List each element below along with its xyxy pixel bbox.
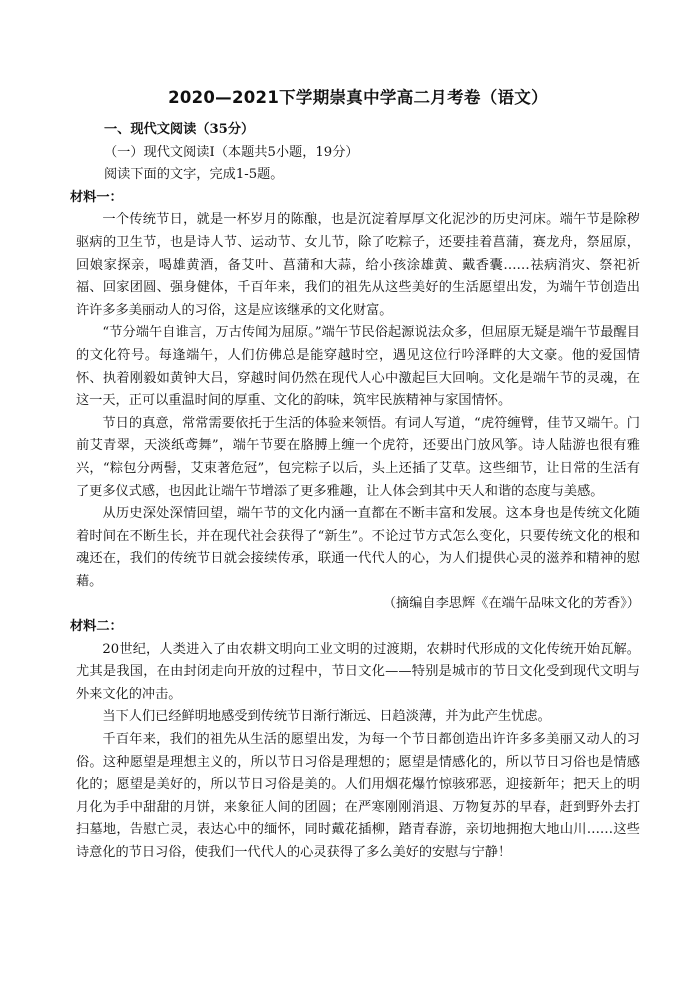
material-one-paragraph: 节日的真意，常常需要依托于生活的体验来领悟。有词人写道，“虎符缠臂，佳节又端午。门前艾青翠，天淡纸鸢舞”，端午节要在胳膊上缠一个虎符，还要出门放风筝。诗人陆游也很有雅兴，“粽包分两髻，艾束著危冠”，包完粽子以后，头上还插了艾草。这些细节，让日常的生活有了更多仪式感，也因此让端午节增添了更多雅趣，让人体会到其中天人和谐的态度与美感。	[76, 415, 640, 499]
material-one-paragraph: 一个传统节日，就是一杯岁月的陈酿，也是沉淀着厚厚文化泥沙的历史河床。端午节是除秽驱病的卫生节，也是诗人节、运动节、女儿节，除了吃粽子，还要挂着菖蒲，赛龙舟，祭屈原，回娘家探亲，喝雄黄酒，备艾叶、菖蒲和大蒜，给小孩涂雄黄、戴香囊……祛病消灾、祭祀祈福、回家团圆、强身健体，千百年来，我们的祖先从这些美好的生活愿望出发，为端午节创造出许许多多美丽动人的习俗，这是应该继承的文化财富。	[76, 212, 640, 318]
material-one-paragraph: “节分端午自谁言，万古传闻为屈原。”端午节民俗起源说法众多，但屈原无疑是端午节最醒目的文化符号。每逢端午，人们仿佛总是能穿越时空，遇见这位行吟泽畔的大文豪。他的爱国情怀、执着刚毅如黄钟大吕，穿越时间仍然在现代人心中激起巨大回响。文化是端午节的灵魂，在这一天，正可以重温时间的厚重、文化的韵味，筑牢民族精神与家国情怀。	[76, 325, 640, 409]
material-one-source: （摘编自李思辉《在端午品味文化的芳香》）	[382, 596, 640, 612]
material-one-label: 材料一：	[70, 189, 123, 205]
material-one-paragraph: 从历史深处深情回望，端午节的文化内涵一直都在不断丰富和发展。这本身也是传统文化随着时间在不断生长，并在现代社会获得了“新生”。不论过节方式怎么变化，只要传统文化的根和魂还在，我们的传统节日就会接续传承，联通一代代人的心，为人们提供心灵的滋养和精神的慰藉。	[76, 506, 640, 589]
material-two-paragraph: 当下人们已经鲜明地感受到传统节日渐行渐远、日趋淡薄，并为此产生忧虑。	[102, 709, 551, 725]
subsection-heading: （一）现代文阅读Ⅰ（本题共5小题，19分）	[104, 144, 359, 160]
material-two-paragraph: 千百年来，我们的祖先从生活的愿望出发，为每一个节日都创造出许许多多美丽又动人的习俗。这种愿望是理想主义的，所以节日习俗是理想的；愿望是情感化的，所以节日习俗也是情感化的；愿望是美好的，所以节日习俗是美的。人们用烟花爆竹惊骇邪恶，迎接新年；把天上的明月化为手中甜甜的月饼，来象征人间的团圆；在严寒刚刚消退、万物复苏的早春，赶到野外去打扫墓地，告慰亡灵，表达心中的缅怀，同时戴花插柳，踏青春游，亲切地拥抱大地山川……这些诗意化的节日习俗，使我们一代代人的心灵获得了多么美好的安慰与宁静！	[76, 732, 640, 860]
material-two-label: 材料二：	[70, 619, 123, 635]
exam-title: 2020—2021下学期崇真中学高二月考卷（语文）	[168, 88, 548, 107]
section-heading: 一、现代文阅读（35分）	[104, 122, 255, 137]
material-two-paragraph: 20世纪，人类进入了由农耕文明向工业文明的过渡期，农耕时代形成的文化传统开始瓦解。尤其是我国，在由封闭走向开放的过程中，节日文化——特别是城市的节日文化受到现代文明与外来文化的冲击。	[76, 641, 640, 702]
reading-instruction: 阅读下面的文字，完成1-5题。	[104, 167, 284, 183]
